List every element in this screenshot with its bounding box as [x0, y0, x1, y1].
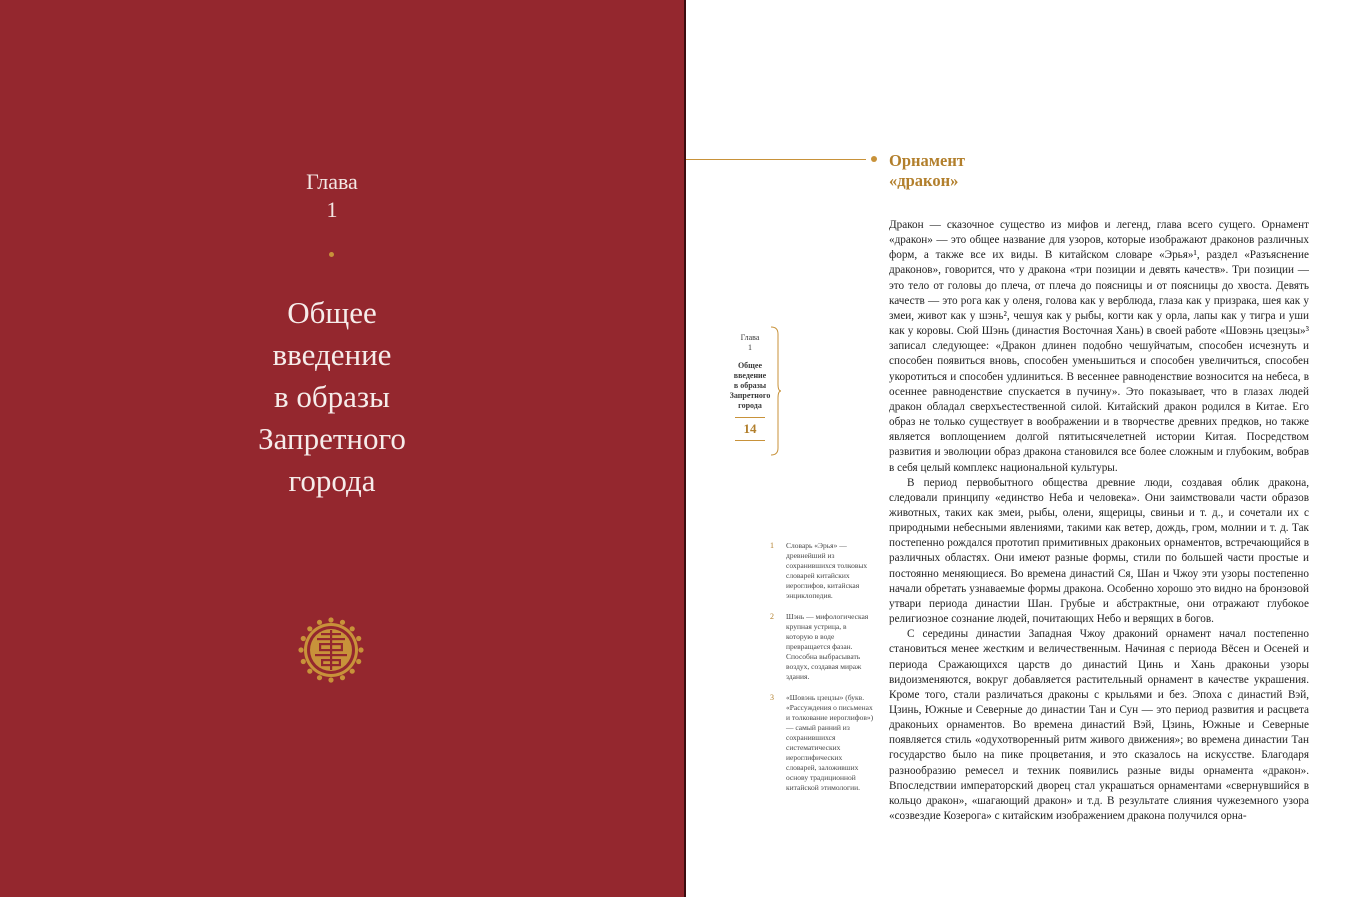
page-number-rule-top — [735, 417, 765, 418]
footnote-number: 1 — [770, 541, 774, 550]
chapter-title-page — [0, 0, 684, 897]
footnote — [770, 612, 874, 682]
heading-rule — [686, 159, 866, 160]
body-paragraph: Дракон — сказочное существо из мифов и легенд, глава всего сущего. Орнамент «дракон» — это общее название для узоров, которые изображают драконов различных форм, а также все их виды. В китайском словаре «Эрья»¹, раздел «Разъяснение драконов», говорится, что у дракона «три позиции и девять качеств». Три позиции — это тело от головы до плеча, от плеча до поясницы и от поясницы до хвоста. Девять качеств — это рога как у оленя, голова как у верблюда, глаза как у призрака, шея как у змеи, живот как у шэнь², чешуя как у рыбы, когти как у орла, лапы как у тигра и уши как у коровы. Сюй Шэнь (династия Восточная Хань) в своей работе «Шовэнь цзецзы»³ записал следующее: «Дракон длинен подобно чешуйчатым, способен исчезнуть и способен появиться вновь, способен уменьшиться и способен увеличиться, способен укоротиться и способен удлиниться. В весеннее равноденствие возносится на небеса, в осеннее равноденствие спускается в пучину». Это показывает, что в глазах людей дракон обладал сверхъестественной силой. Китайский дракон родился в Китае. Его образ не только существует в воображении и в творчестве древних предков, но также является воплощением долгой пятитысячелетней истории Китая. Посредством развития и эволюции образ дракона становился все более сложным и глубоким, вобрав в себя целый комплекс национальной культуры. — [889, 219, 1309, 474]
footnote — [770, 693, 874, 793]
running-head-chapter-number: 1 — [748, 343, 752, 352]
running-head-chapter-word: Глава — [740, 333, 760, 342]
running-head-title-line: Общее — [737, 361, 763, 370]
body-paragraph: В период первобытного общества древние люди, создавая облик дракона, следовали принципу «единство Неба и человека». Они заимствовали части образов животных, таких как змеи, рыбы, олени, ящерицы, свиньи и т. д., и сочетали их с природными небесными явлениями, такими как ветер, дождь, гром, молнии и т. д. Так постепенно рождался прототип примитивных драконьих орнаментов, встречающийся в различных областях. Они имеют разные формы, стили по большей части простые и постоянно меняющиеся. Во времена династий Ся, Шан и Чжоу эти узоры постепенно начали обретать узнаваемые формы дракона. Особенно хорошо это видно на бронзовой утвари периода династии Шан. Грубые и абстрактные, они отражают глубокое религиозное сознание людей, почитающих Небо и верящих в богов. — [889, 476, 1309, 626]
running-head-title-line: Запретного — [729, 391, 771, 400]
footnote-text: Словарь «Эрья» — древнейший из сохранившихся толковых словарей китайских иероглифов, китайская энциклопедия. — [786, 541, 868, 600]
page-number: 14 — [743, 421, 757, 436]
chapter-title-line: введение — [272, 337, 392, 372]
chapter-title-line: Запретного — [258, 421, 406, 456]
footnote-text: «Шовэнь цзецзы» (букв. «Рассуждения о письменах и толкование иероглифов») — самый ранний из сохранившихся систематических иероглифических словарей, заложивших основу традиционной китайской этимологии. — [786, 693, 874, 792]
footnote — [770, 541, 874, 601]
footnote-text: Шэнь — мифологическая крупная устрица, в которую в воде превращается фазан. Способна выбрасывать воздух, создавая мираж здания. — [786, 612, 869, 681]
chapter-word: Глава — [306, 169, 358, 194]
footnotes — [770, 541, 874, 804]
section-title — [889, 151, 965, 191]
page-number-rule-bottom — [735, 440, 765, 441]
chapter-title-line: города — [288, 463, 376, 498]
chapter-title-line: в образы — [274, 379, 390, 414]
body-text — [889, 218, 1309, 824]
chapter-label — [0, 168, 664, 224]
footnote-number: 2 — [770, 612, 774, 621]
body-paragraph: С середины династии Западная Чжоу драконий орнамент начал постепенно становиться менее жестким и величественным. Начиная с периода Вёсен и Осеней и периода Сражающихся царств до династий Цинь и Хань драконьи узоры видоизменяются, вокруг добавляется растительный орнамент в качестве украшения. Кроме того, стали различаться драконы с крыльями и без. Эпоха с династий Вэй, Цзинь, Южные и Северные до династии Тан и Сун — это период развития и расцвета драконьих орнаментов. Во времена династий Вэй, Цзинь, Южные и Северные появляется стиль «одухотворенный ритм живого движения»; во времена династии Тан государство было на пике процветания, и это сказалось на искусстве. Благодаря разнообразию ремесел и техник появились разные виды орнамента «дракон». Впоследствии императорский дворец стал украшаться орнаментами «свернувшийся в кольцо дракон», «шагающий дракон» и т.д. В результате слияния чужеземного узора «созвездие Козерога» с китайским изображением дракона получился орна- — [889, 628, 1309, 823]
footnote-number: 3 — [770, 693, 774, 702]
right-brace-icon — [770, 326, 782, 456]
text-page — [686, 0, 1372, 897]
shou-medallion-icon — [297, 616, 365, 684]
heading-bullet — [871, 156, 877, 162]
section-title-line: Орнамент — [889, 151, 965, 170]
chapter-number: 1 — [326, 197, 338, 222]
ornament-dot — [329, 252, 334, 257]
chapter-title-line: Общее — [287, 295, 377, 330]
running-head-title-line: введение — [733, 371, 767, 380]
section-title-line: «дракон» — [889, 171, 959, 190]
chapter-title — [0, 292, 664, 502]
running-head-title-line: в образы — [733, 381, 767, 390]
running-head-title-line: города — [738, 401, 762, 410]
